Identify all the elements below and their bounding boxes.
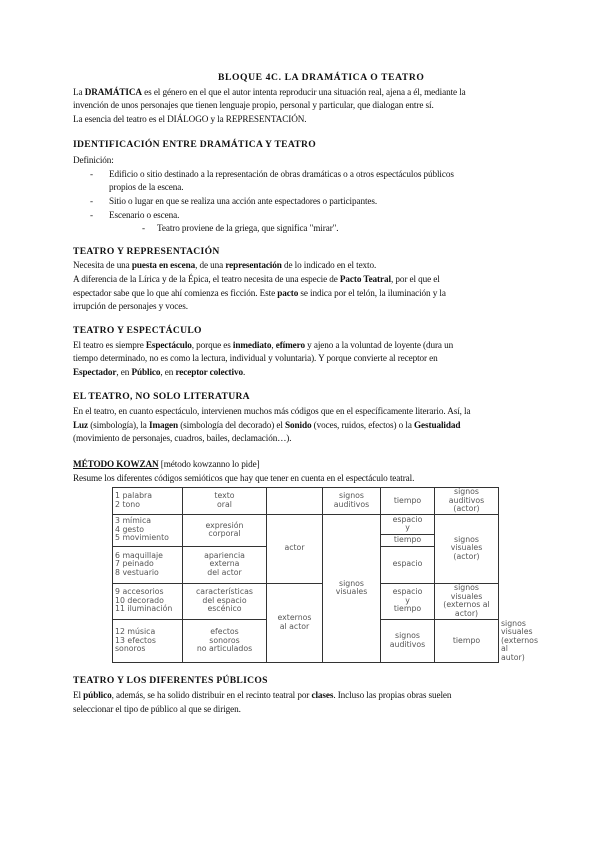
heading-publicos: TEATRO Y LOS DIFERENTES PÚBLICOS bbox=[73, 675, 268, 686]
intro-line-3: La esencia del teatro es el DIÁLOGO y la REPRESENTACIÓN. bbox=[73, 114, 307, 124]
table-cell: signos auditivos (actor) bbox=[435, 488, 499, 515]
espectaculo-line-3: Espectador, en Público, en receptor colectivo. bbox=[73, 367, 246, 377]
kowzan-description: Resume los diferentes códigos semióticos que hay que tener en cuenta en el espectáculo teatral. bbox=[73, 473, 415, 483]
table-cell: apariencia externa del actor bbox=[183, 546, 267, 583]
table-cell: 12 música 13 efectos sonoros bbox=[113, 619, 183, 663]
table-cell: características del espacio escénico bbox=[183, 583, 267, 619]
table-cell: espacio y tiempo bbox=[381, 583, 435, 619]
table-cell: externos al actor bbox=[267, 583, 323, 663]
table-row bbox=[113, 488, 499, 515]
table-cell: espacio y bbox=[381, 514, 435, 534]
table-row: 12 música 13 efectos sonoros efectos sonoros no articulados signos auditivos tiempo signos visuales (externos al autor) bbox=[113, 619, 499, 663]
heading-kowzan: MÉTODO KOWZAN [método kowzanno lo pide] bbox=[73, 459, 260, 469]
heading-espectaculo: TEATRO Y ESPECTÁCULO bbox=[73, 325, 202, 336]
kowzan-table bbox=[112, 487, 539, 663]
table-cell: 1 palabra 2 tono bbox=[113, 488, 183, 515]
definition-subitem: Teatro proviene de la griega, que significa "mirar". bbox=[157, 223, 339, 233]
intro-line-2: invención de unos personajes que tienen lenguaje propio, personal y particular, que dialogan entre sí. bbox=[73, 100, 434, 110]
table-cell: actor bbox=[267, 514, 323, 583]
literatura-line-2: Luz (simbología), la Imagen (simbología del decorado) el Sonido (voces, ruidos, efectos) o la Gestualidad bbox=[73, 420, 461, 430]
bullet-dash: - bbox=[142, 223, 145, 233]
definition-item-1-cont: propios de la escena. bbox=[109, 182, 184, 192]
table-cell: signos auditivos bbox=[323, 488, 381, 515]
representacion-line-2: A diferencia de la Lírica y de la Épica, el teatro necesita de una especie de Pacto Teatral, por el que el bbox=[73, 274, 440, 284]
definition-item-3: Escenario o escena. bbox=[109, 210, 180, 220]
literatura-line-3: (movimiento de personajes, cuadros, bailes, declamación…). bbox=[73, 433, 292, 443]
representacion-line-4: irrupción de personajes y voces. bbox=[73, 301, 188, 311]
definicion-label: Definición: bbox=[73, 155, 114, 165]
table-cell bbox=[267, 488, 323, 515]
table-cell: signos visuales (actor) bbox=[435, 514, 499, 583]
table-cell: signos visuales bbox=[323, 514, 381, 663]
bullet-dash: - bbox=[90, 169, 93, 179]
table-cell: 6 maquillaje 7 peinado 8 vestuario bbox=[113, 546, 183, 583]
definition-item-1: Edificio o sitio destinado a la representación de obras dramáticas o a otros espectáculos públicos bbox=[109, 169, 454, 179]
literatura-line-1: En el teatro, en cuanto espectáculo, intervienen muchos más códigos que en el específicamente literario. Así, la bbox=[73, 406, 471, 416]
table-cell: espacio bbox=[381, 546, 435, 583]
representacion-line-1: Necesita de una puesta en escena, de una representación de lo indicado en el texto. bbox=[73, 260, 377, 270]
table-row bbox=[113, 583, 499, 619]
publicos-line-1: El público, además, se ha solido distribuir en el recinto teatral por clases. Incluso las propias obras suelen bbox=[73, 690, 452, 700]
heading-literatura: EL TEATRO, NO SOLO LITERATURA bbox=[73, 391, 250, 402]
publicos-line-2: seleccionar el tipo de público al que se dirigen. bbox=[73, 704, 241, 714]
definition-item-2: Sitio o lugar en que se realiza una acción ante espectadores o participantes. bbox=[109, 196, 378, 206]
table-cell: signos auditivos bbox=[381, 619, 435, 663]
table-cell: signos visuales (externos al actor) bbox=[435, 583, 499, 619]
table-cell: efectos sonoros no articulados bbox=[183, 619, 267, 663]
table-cell: texto oral bbox=[183, 488, 267, 515]
table-cell: tiempo bbox=[381, 488, 435, 515]
table-cell: 9 accesorios 10 decorado 11 iluminación bbox=[113, 583, 183, 619]
bullet-dash: - bbox=[90, 210, 93, 220]
table-cell: tiempo bbox=[381, 534, 435, 546]
heading-identificacion: IDENTIFICACIÓN ENTRE DRAMÁTICA Y TEATRO bbox=[73, 139, 317, 150]
heading-representacion: TEATRO Y REPRESENTACIÓN bbox=[73, 246, 220, 257]
table-cell: expresión corporal bbox=[183, 514, 267, 546]
intro-line-1: La DRAMÁTICA es el género en el que el autor intenta reproducir una situación real, ajena a él, mediante la bbox=[73, 87, 466, 97]
representacion-line-3: espectador sabe que lo que ahí comienza es ficción. Este pacto se indica por el telón, la iluminación y la bbox=[73, 288, 446, 298]
table-cell: 3 mímica 4 gesto 5 movimiento bbox=[113, 514, 183, 546]
espectaculo-line-1: El teatro es siempre Espectáculo, porque es inmediato, efímero y ajeno a la voluntad de loyente (dura un bbox=[73, 340, 454, 350]
table-cell: tiempo bbox=[435, 619, 499, 663]
bullet-dash: - bbox=[90, 196, 93, 206]
espectaculo-line-2: tiempo determinado, no es como la lectura, individual y voluntaria). Y porque convierte al receptor en bbox=[73, 353, 438, 363]
page-title: BLOQUE 4C. LA DRAMÁTICA O TEATRO bbox=[218, 72, 425, 83]
table-row bbox=[113, 514, 499, 534]
